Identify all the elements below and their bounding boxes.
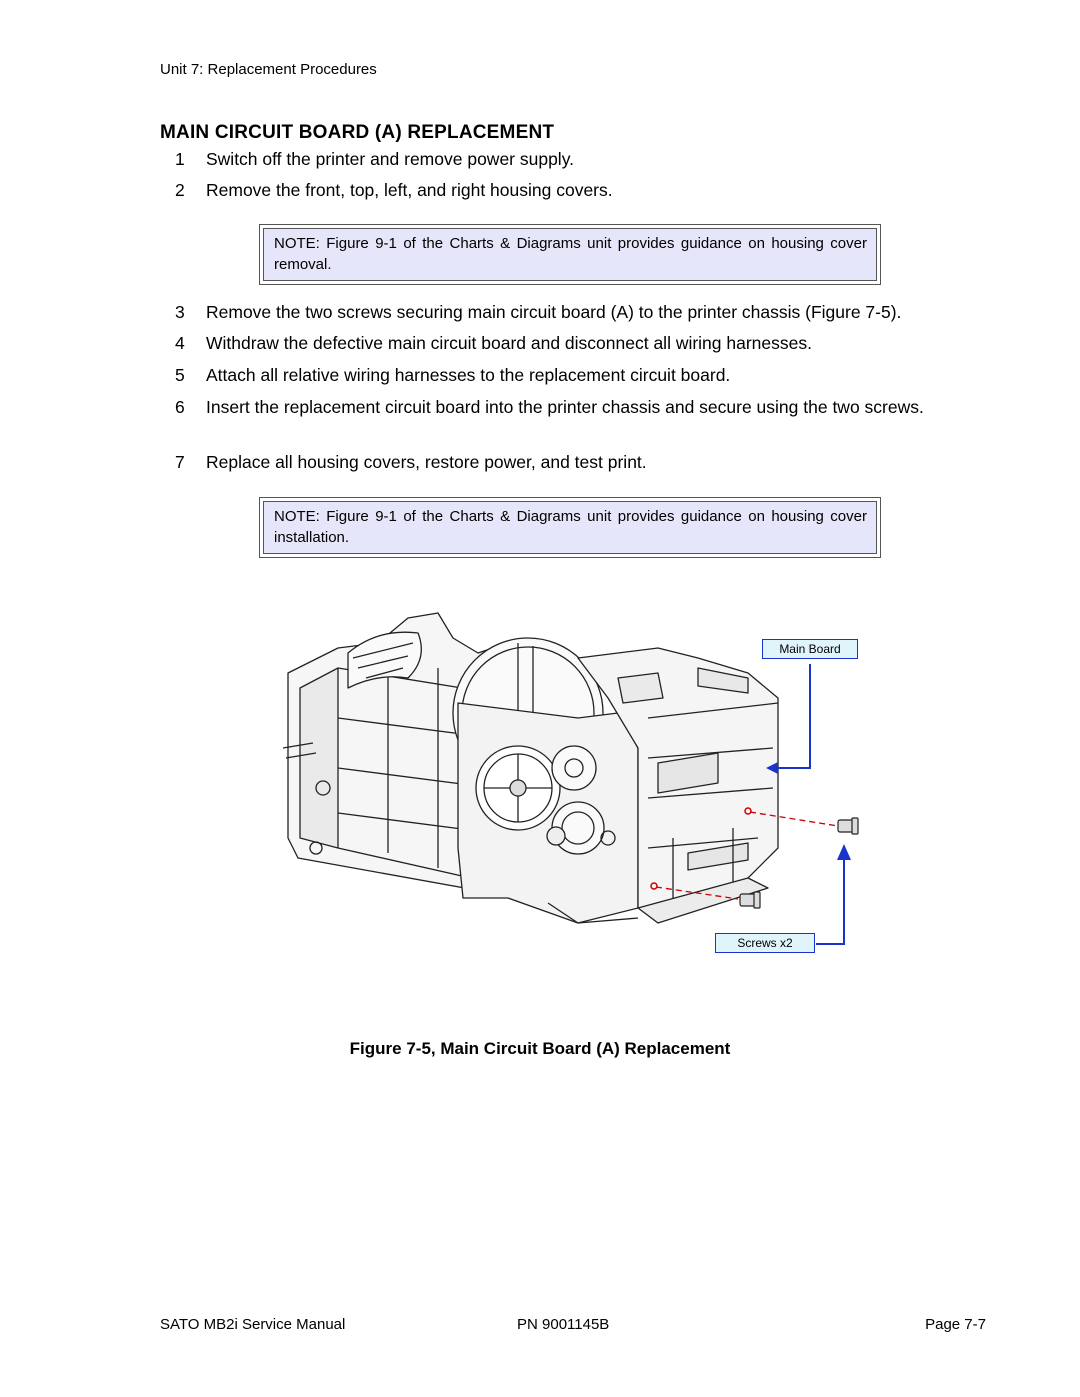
step-text: Attach all relative wiring harnesses to the replacement circuit board.: [206, 365, 731, 385]
screw-icon: [838, 818, 858, 834]
screw-icon: [740, 892, 760, 908]
step-number: 7: [175, 452, 185, 472]
note-box: [259, 224, 881, 285]
step-text: Remove the two screws securing main circuit board (A) to the printer chassis (Figure 7-5).: [206, 302, 902, 322]
step-text: Insert the replacement circuit board into the printer chassis and secure using the two screws.: [206, 397, 924, 417]
step-text: Remove the front, top, left, and right housing covers.: [206, 180, 613, 200]
step-text: Replace all housing covers, restore power, and test print.: [206, 452, 647, 472]
screws-label: Screws x2: [715, 933, 815, 953]
step-4: [175, 332, 987, 355]
note-text: NOTE: Figure 9-1 of the Charts & Diagrams unit provides guidance on housing cover installation.: [263, 501, 877, 554]
note-box: [259, 497, 881, 558]
figure-caption: Figure 7-5, Main Circuit Board (A) Replacement: [349, 1039, 731, 1058]
step-5: [175, 364, 987, 387]
step-number: 4: [175, 333, 185, 353]
arrow-up-icon: [837, 844, 851, 860]
step-6: [175, 396, 987, 419]
step-number: 5: [175, 365, 185, 385]
step-number: 3: [175, 302, 185, 322]
step-number: 1: [175, 149, 185, 169]
running-header: Unit 7: Replacement Procedures: [160, 61, 377, 78]
footer-manual-title: SATO MB2i Service Manual: [160, 1316, 346, 1333]
footer-page-number: Page 7-7: [925, 1316, 986, 1333]
step-3: [175, 301, 987, 324]
step-number: 2: [175, 180, 185, 200]
step-1: [175, 148, 987, 171]
step-text: Withdraw the defective main circuit board and disconnect all wiring harnesses.: [206, 333, 812, 353]
printer-chassis-figure: [278, 598, 876, 970]
section-title: MAIN CIRCUIT BOARD (A) REPLACEMENT: [160, 122, 555, 143]
step-7: [175, 451, 987, 474]
step-number: 6: [175, 397, 185, 417]
step-text: Switch off the printer and remove power supply.: [206, 149, 575, 169]
step-2: [175, 179, 987, 202]
main-board-label: Main Board: [762, 639, 858, 659]
note-text: NOTE: Figure 9-1 of the Charts & Diagrams unit provides guidance on housing cover removal.: [263, 228, 877, 281]
footer-part-number: PN 9001145B: [517, 1316, 610, 1333]
